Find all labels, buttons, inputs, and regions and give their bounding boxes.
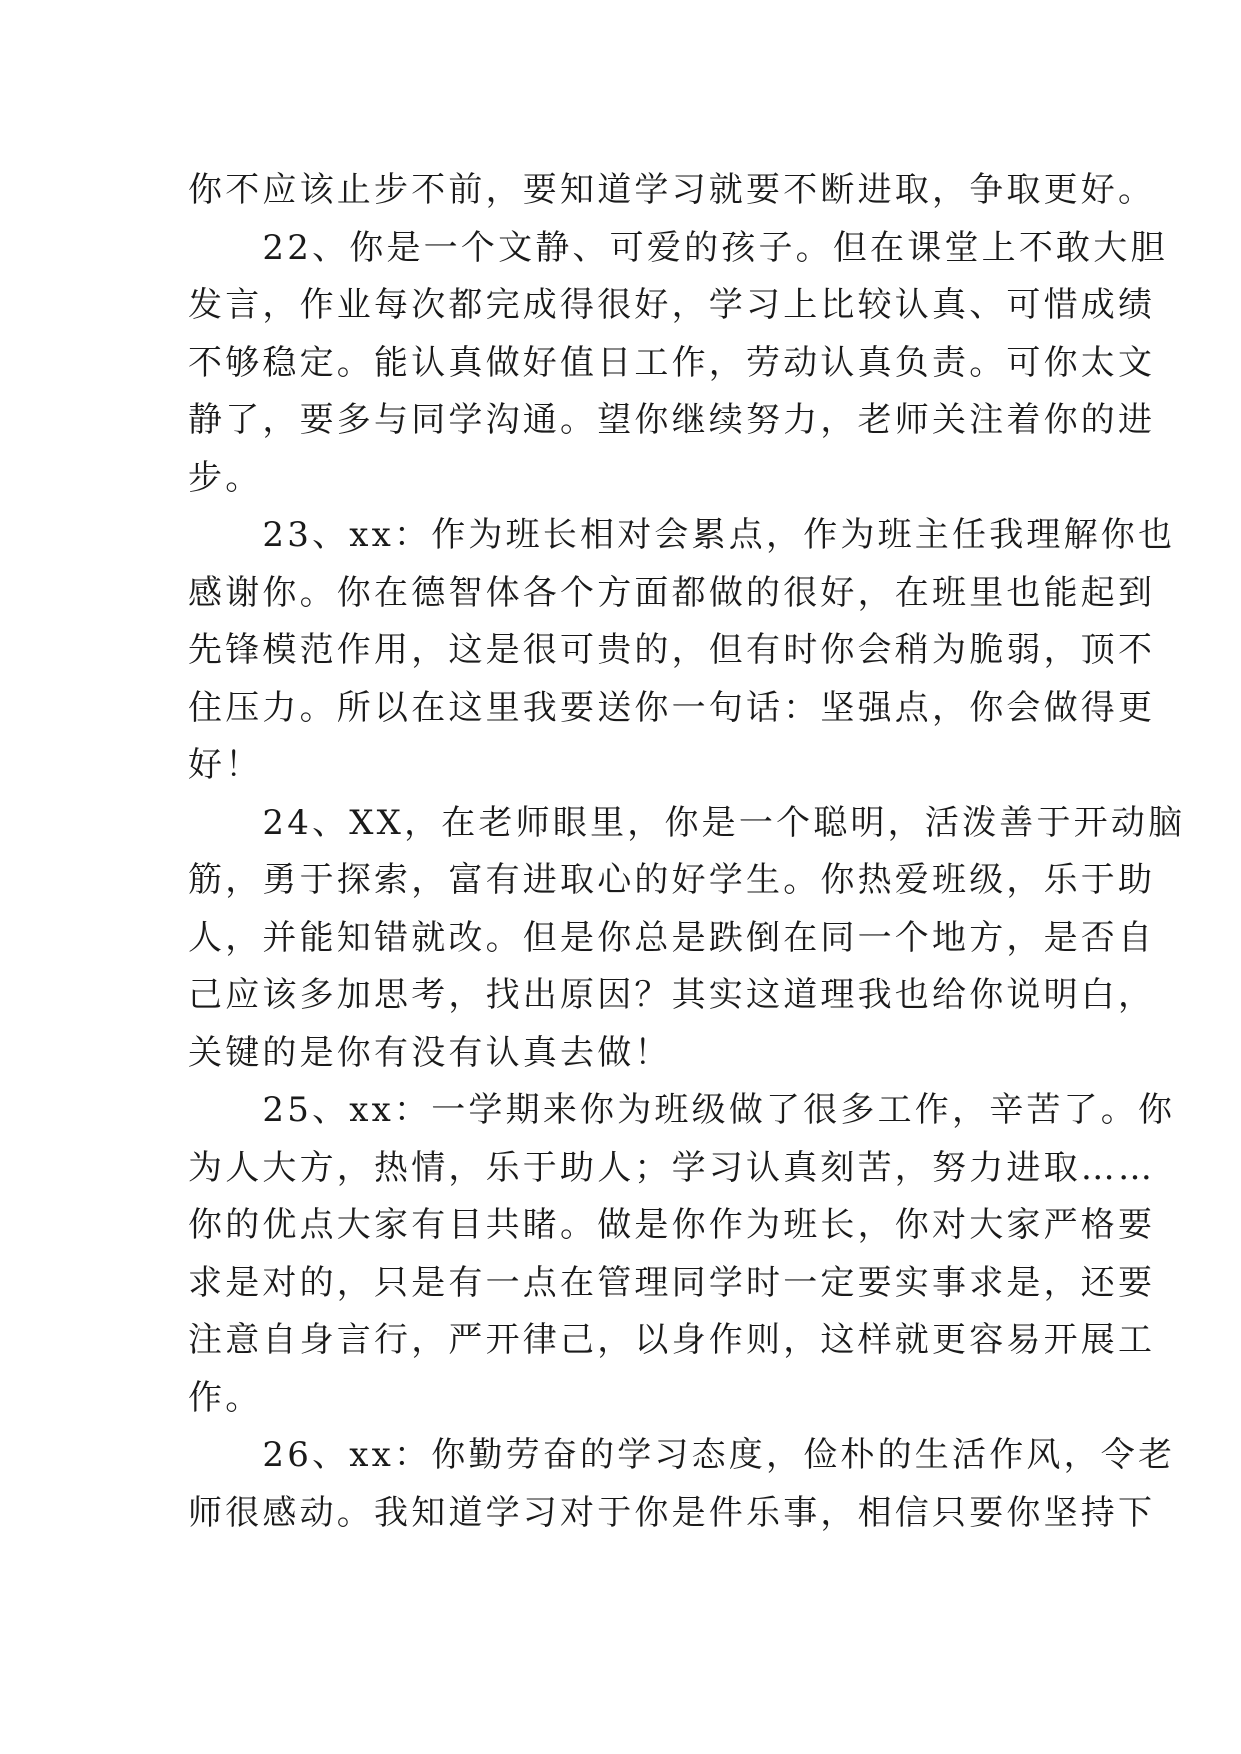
text-line: 发言，作业每次都完成得很好，学习上比较认真、可惜成绩 xyxy=(188,285,1156,325)
text-line: 为人大方，热情，乐于助人；学习认真刻苦，努力进取…… xyxy=(188,1147,1156,1188)
text-line: 己应该多加思考，找出原因？其实这道理我也给你说明白， xyxy=(188,975,1156,1015)
text-line: 关键的是你有没有认真去做！ xyxy=(188,1032,672,1073)
text-line: 注意自身言行，严开律己，以身作则，这样就更容易开展工 xyxy=(188,1320,1156,1360)
text-line: 26、xx：你勤劳奋的学习态度，俭朴的生活作风，令老 xyxy=(188,1435,1176,1475)
text-line: 筋，勇于探索，富有进取心的好学生。你热爱班级，乐于助 xyxy=(188,860,1156,900)
text-line: 23、xx：作为班长相对会累点，作为班主任我理解你也 xyxy=(188,515,1176,555)
text-line: 不够稳定。能认真做好值日工作，劳动认真负责。可你太文 xyxy=(188,342,1156,383)
paragraph-comment-22 xyxy=(188,220,1168,508)
paragraph-comment-26 xyxy=(188,1427,1176,1542)
text-line: 先锋模范作用，这是很可贵的，但有时你会稍为脆弱，顶不 xyxy=(188,630,1156,670)
text-line: 人，并能知错就改。但是你总是跌倒在同一个地方，是否自 xyxy=(188,917,1156,958)
paragraph-comment-25 xyxy=(188,1082,1176,1427)
text-line: 感谢你。你在德智体各个方面都做的很好，在班里也能起到 xyxy=(188,572,1156,613)
text-line: 求是对的，只是有一点在管理同学时一定要实事求是，还要 xyxy=(188,1262,1156,1303)
text-line: 住压力。所以在这里我要送你一句话：坚强点，你会做得更 xyxy=(188,687,1156,728)
text-line: 作。 xyxy=(188,1377,263,1418)
body-text xyxy=(188,162,1186,1542)
text-line: 你不应该止步不前，要知道学习就要不断进取，争取更好。 xyxy=(188,170,1156,210)
text-line: 你的优点大家有目共睹。做是你作为班长，你对大家严格要 xyxy=(188,1205,1156,1245)
text-line: 步。 xyxy=(188,457,263,498)
paragraph-comment-23 xyxy=(188,507,1176,795)
text-line: 静了，要多与同学沟通。望你继续努力，老师关注着你的进 xyxy=(188,400,1156,440)
text-line: 好！ xyxy=(188,745,263,785)
text-line: 师很感动。我知道学习对于你是件乐事，相信只要你坚持下 xyxy=(188,1492,1156,1533)
text-line: 24、XX，在老师眼里，你是一个聪明，活泼善于开动脑 xyxy=(188,802,1186,843)
paragraph-comment-24 xyxy=(188,795,1186,1083)
text-line: 25、xx：一学期来你为班级做了很多工作，辛苦了。你 xyxy=(188,1090,1176,1130)
text-line: 22、你是一个文静、可爱的孩子。但在课堂上不敢大胆 xyxy=(188,227,1168,268)
paragraph-continuation xyxy=(188,162,1156,220)
